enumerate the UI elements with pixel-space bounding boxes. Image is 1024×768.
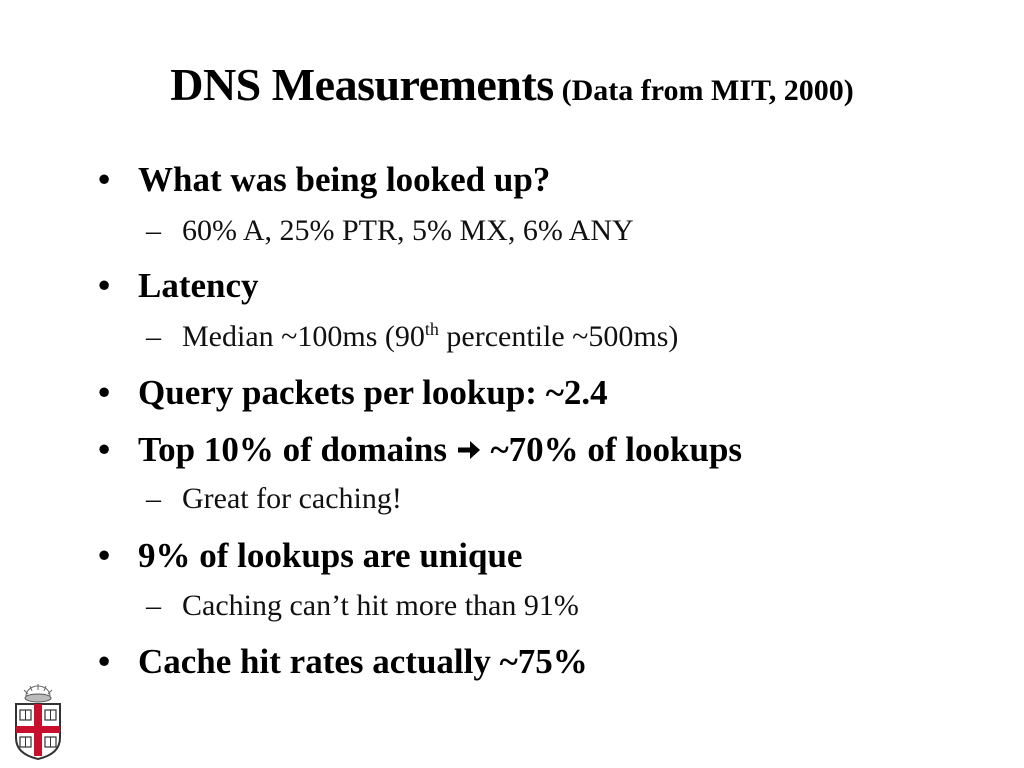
bullet-marker: • <box>98 266 111 305</box>
bullet-text-b: ~70% of lookups <box>481 430 743 469</box>
bullet-marker: • <box>98 160 111 199</box>
dash-marker: – <box>146 320 161 353</box>
bullet-text: 9% of lookups are unique <box>138 536 523 575</box>
bullet-marker: • <box>98 642 111 681</box>
university-shield-icon <box>12 682 64 760</box>
bullet-marker: • <box>98 536 111 575</box>
bullet-text: Cache hit rates actually ~75% <box>138 642 588 681</box>
sub-bullet-text: 60% A, 25% PTR, 5% MX, 6% ANY <box>182 214 634 247</box>
dash-marker: – <box>146 482 161 515</box>
bullet-item-cache-hit-rates <box>98 642 588 682</box>
bullet-item-unique-lookups <box>98 536 522 576</box>
sub-bullet-item-median <box>146 320 678 354</box>
superscript-th: th <box>424 319 439 340</box>
slide-title-main: DNS Measurements <box>170 59 554 110</box>
sub-bullet-text: Great for caching! <box>182 482 402 515</box>
bullet-text: Query packets per lookup: ~2.4 <box>138 373 608 412</box>
sub-bullet-item-caching <box>146 482 402 516</box>
bullet-marker: • <box>98 430 111 469</box>
sub-bullet-item-cache-limit <box>146 589 579 623</box>
bullet-item-latency <box>98 266 259 306</box>
slide-title <box>0 58 1024 111</box>
bullet-text: What was being looked up? <box>138 160 551 199</box>
bullet-text: Latency <box>138 266 259 305</box>
sub-bullet-item-record-types <box>146 214 634 248</box>
sub-bullet-text-b: percentile ~500ms) <box>438 320 679 353</box>
bullet-text-a: Top 10% of domains <box>138 430 456 469</box>
slide-title-subtitle: (Data from MIT, 2000) <box>561 74 854 107</box>
dash-marker: – <box>146 589 161 622</box>
bullet-item-top-domains <box>98 430 742 470</box>
right-arrow-icon <box>456 437 482 463</box>
bullet-item-query-packets <box>98 373 608 413</box>
sub-bullet-text: Caching can’t hit more than 91% <box>182 589 579 622</box>
bullet-item-lookups <box>98 160 550 200</box>
dash-marker: – <box>146 214 161 247</box>
sub-bullet-text-a: Median ~100ms (90 <box>182 320 425 353</box>
bullet-marker: • <box>98 373 111 412</box>
